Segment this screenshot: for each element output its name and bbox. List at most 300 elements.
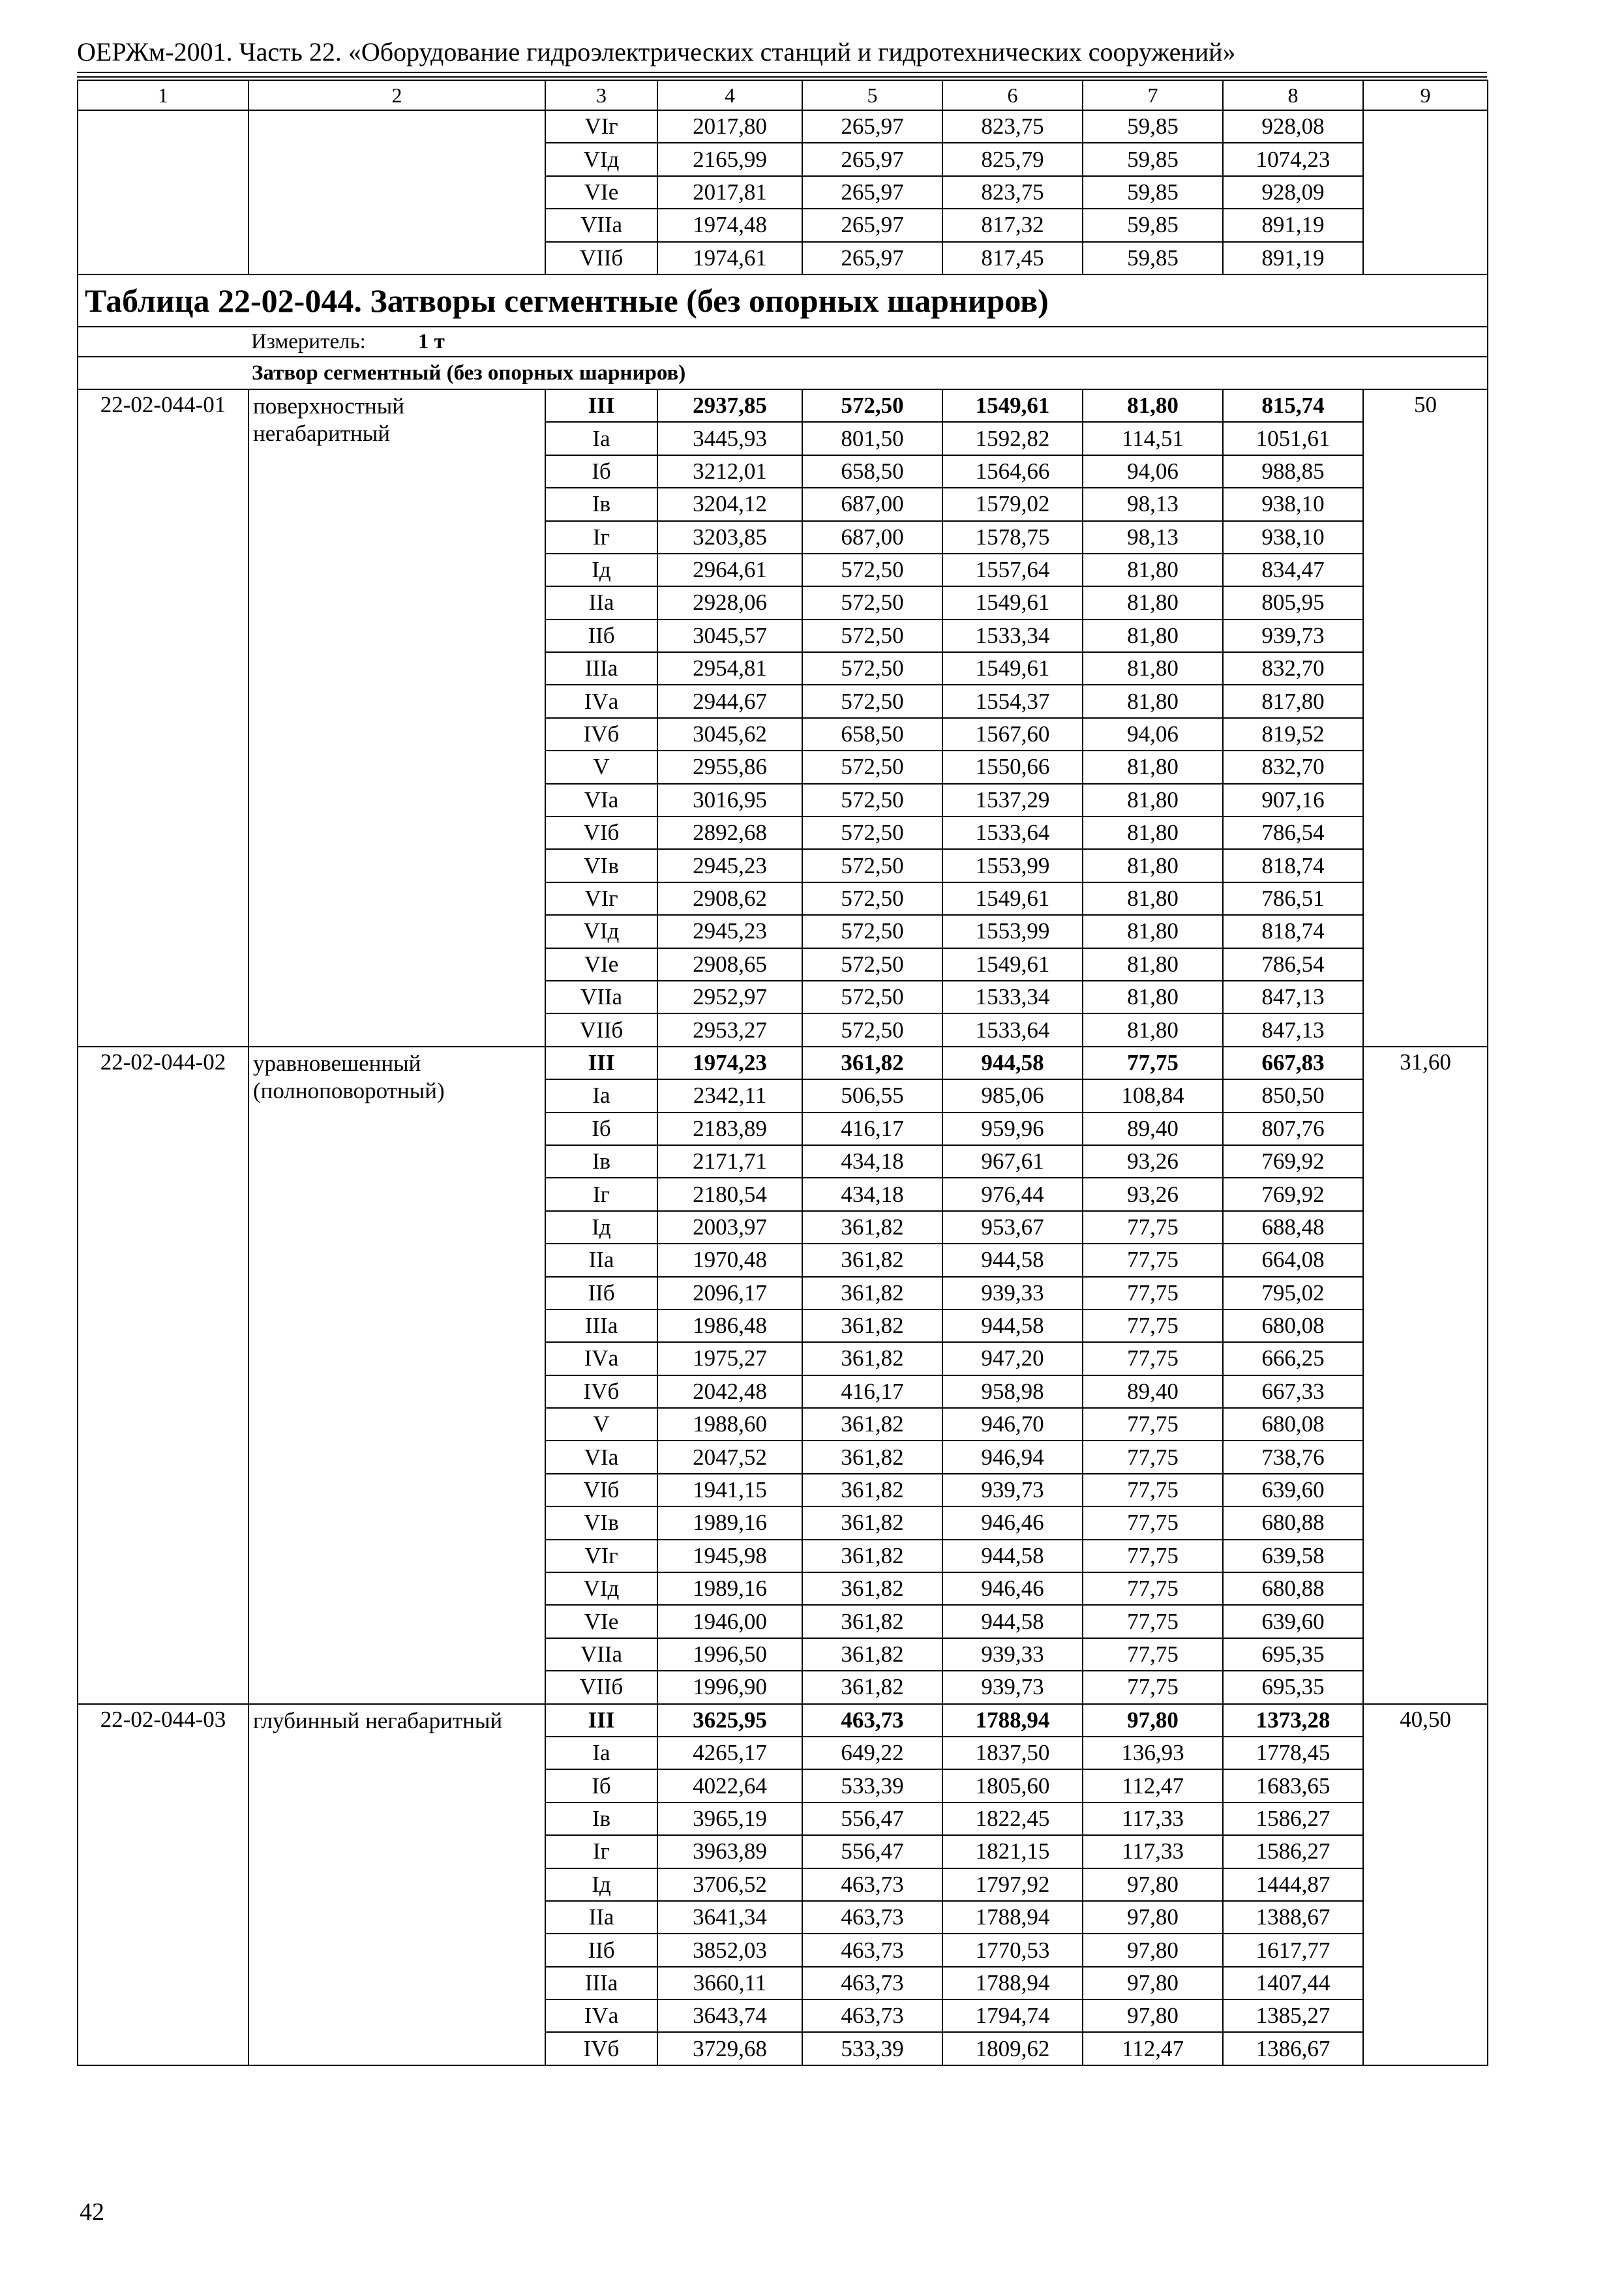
value-cell: 89,40 [1083, 1375, 1223, 1408]
value-cell: 1386,67 [1223, 2032, 1363, 2065]
value-cell: 939,73 [942, 1671, 1083, 1703]
value-cell: 77,75 [1083, 1671, 1223, 1703]
value-cell: 1975,27 [657, 1342, 802, 1375]
value-cell: 2945,23 [657, 849, 802, 882]
zone-cell: IIа [545, 1244, 657, 1276]
value-cell: 265,97 [802, 110, 942, 143]
value-cell: 361,82 [802, 1211, 942, 1244]
zone-cell: VIг [545, 1540, 657, 1572]
value-cell: 1074,23 [1223, 143, 1363, 175]
header-rule [77, 72, 1487, 73]
value-cell: 361,82 [802, 1540, 942, 1572]
value-cell: 533,39 [802, 1769, 942, 1802]
value-cell: 77,75 [1083, 1638, 1223, 1671]
table-title: Таблица 22-02-044. Затворы сегментные (без опорных шарниров) [78, 275, 1488, 327]
item-name: глубинный негабаритный [248, 1704, 545, 2065]
value-cell: 639,58 [1223, 1540, 1363, 1572]
value-cell: 819,52 [1223, 718, 1363, 751]
value-cell: 850,50 [1223, 1079, 1363, 1112]
value-cell: 666,25 [1223, 1342, 1363, 1375]
value-cell: 77,75 [1083, 1277, 1223, 1309]
value-cell: 938,10 [1223, 488, 1363, 520]
value-cell: 361,82 [802, 1638, 942, 1671]
zone-cell: Iв [545, 1145, 657, 1178]
value-cell: 2952,97 [657, 981, 802, 1013]
value-cell: 1797,92 [942, 1868, 1083, 1901]
value-cell: 463,73 [802, 1901, 942, 1934]
value-cell: 3625,95 [657, 1704, 802, 1737]
value-cell: 939,33 [942, 1638, 1083, 1671]
table-row [78, 110, 1488, 143]
value-cell: 958,98 [942, 1375, 1083, 1408]
value-cell: 795,02 [1223, 1277, 1363, 1309]
value-cell: 112,47 [1083, 2032, 1223, 2065]
column-number: 4 [657, 80, 802, 110]
value-cell: 1996,90 [657, 1671, 802, 1703]
value-cell: 944,58 [942, 1540, 1083, 1572]
value-cell: 463,73 [802, 1999, 942, 2032]
value-cell: 361,82 [802, 1506, 942, 1539]
value-cell: 1788,94 [942, 1704, 1083, 1737]
value-cell: 1837,50 [942, 1737, 1083, 1769]
zone-cell: IVб [545, 2032, 657, 2065]
value-cell: 3641,34 [657, 1901, 802, 1934]
value-cell: 361,82 [802, 1605, 942, 1638]
value-cell: 3643,74 [657, 1999, 802, 2032]
zone-cell: VIб [545, 1474, 657, 1506]
value-cell: 81,80 [1083, 652, 1223, 685]
value-cell: 2928,06 [657, 586, 802, 619]
value-cell: 1549,61 [942, 882, 1083, 915]
column-number: 1 [78, 80, 248, 110]
zone-cell: Iа [545, 1079, 657, 1112]
value-cell: 1553,99 [942, 849, 1083, 882]
zone-cell: VIа [545, 1441, 657, 1473]
value-cell: 572,50 [802, 849, 942, 882]
value-cell: 639,60 [1223, 1605, 1363, 1638]
value-cell: 786,51 [1223, 882, 1363, 915]
value-cell: 1533,64 [942, 816, 1083, 849]
value-cell: 506,55 [802, 1079, 942, 1112]
value-cell: 1578,75 [942, 521, 1083, 554]
value-cell: 98,13 [1083, 521, 1223, 554]
value-cell: 1444,87 [1223, 1868, 1363, 1901]
value-cell: 434,18 [802, 1145, 942, 1178]
zone-cell: VIг [545, 110, 657, 143]
value-cell: 556,47 [802, 1835, 942, 1868]
column-number: 5 [802, 80, 942, 110]
value-cell: 1794,74 [942, 1999, 1083, 2032]
value-cell: 1553,99 [942, 915, 1083, 948]
zone-cell: VIIб [545, 1671, 657, 1703]
value-cell: 572,50 [802, 816, 942, 849]
value-cell: 81,80 [1083, 685, 1223, 717]
value-cell: 77,75 [1083, 1474, 1223, 1506]
running-header: ОЕРЖм-2001. Часть 22. «Оборудование гидроэлектрических станций и гидротехнических сооружений» [77, 37, 1236, 67]
value-cell: 361,82 [802, 1342, 942, 1375]
value-cell: 2183,89 [657, 1113, 802, 1145]
value-cell: 817,32 [942, 209, 1083, 241]
item-rate: 40,50 [1363, 1704, 1488, 2065]
value-cell: 81,80 [1083, 1013, 1223, 1046]
value-cell: 81,80 [1083, 816, 1223, 849]
value-cell: 815,74 [1223, 389, 1363, 422]
value-cell: 680,08 [1223, 1408, 1363, 1441]
value-cell: 97,80 [1083, 1999, 1223, 2032]
value-cell: 1988,60 [657, 1408, 802, 1441]
value-cell: 639,60 [1223, 1474, 1363, 1506]
value-cell: 818,74 [1223, 849, 1363, 882]
value-cell: 891,19 [1223, 209, 1363, 241]
value-cell: 928,09 [1223, 176, 1363, 209]
value-cell: 81,80 [1083, 849, 1223, 882]
value-cell: 1533,64 [942, 1013, 1083, 1046]
value-cell: 817,80 [1223, 685, 1363, 717]
zone-cell: IIа [545, 1901, 657, 1934]
value-cell: 572,50 [802, 882, 942, 915]
value-cell: 3965,19 [657, 1803, 802, 1835]
value-cell: 77,75 [1083, 1605, 1223, 1638]
unit-cell [78, 327, 1488, 357]
value-cell: 97,80 [1083, 1868, 1223, 1901]
value-cell: 81,80 [1083, 784, 1223, 816]
value-cell: 946,46 [942, 1572, 1083, 1605]
zone-cell: Iд [545, 1211, 657, 1244]
zone-cell: IIб [545, 1277, 657, 1309]
value-cell: 59,85 [1083, 209, 1223, 241]
value-cell: 265,97 [802, 242, 942, 275]
zone-cell: VIа [545, 784, 657, 816]
value-cell: 1586,27 [1223, 1835, 1363, 1868]
value-cell: 738,76 [1223, 1441, 1363, 1473]
value-cell: 97,80 [1083, 1704, 1223, 1737]
value-cell: 1683,65 [1223, 1769, 1363, 1802]
value-cell: 807,76 [1223, 1113, 1363, 1145]
value-cell: 664,08 [1223, 1244, 1363, 1276]
value-cell: 907,16 [1223, 784, 1363, 816]
value-cell: 572,50 [802, 948, 942, 981]
value-cell: 2180,54 [657, 1178, 802, 1210]
value-cell: 988,85 [1223, 455, 1363, 488]
column-number: 3 [545, 80, 657, 110]
name-cell-empty [248, 110, 545, 275]
value-cell: 834,47 [1223, 554, 1363, 586]
value-cell: 3445,93 [657, 422, 802, 455]
value-cell: 3706,52 [657, 1868, 802, 1901]
value-cell: 2964,61 [657, 554, 802, 586]
value-cell: 1822,45 [942, 1803, 1083, 1835]
value-cell: 77,75 [1083, 1540, 1223, 1572]
table-subheading: Затвор сегментный (без опорных шарниров) [78, 357, 1488, 389]
value-cell: 1564,66 [942, 455, 1083, 488]
item-rate: 50 [1363, 389, 1488, 1047]
zone-cell: VIд [545, 915, 657, 948]
value-cell: 801,50 [802, 422, 942, 455]
value-cell: 1533,34 [942, 981, 1083, 1013]
value-cell: 1974,23 [657, 1047, 802, 1079]
rate-cell-empty [1363, 110, 1488, 275]
value-cell: 77,75 [1083, 1441, 1223, 1473]
value-cell: 946,94 [942, 1441, 1083, 1473]
zone-cell: Iб [545, 1113, 657, 1145]
value-cell: 572,50 [802, 586, 942, 619]
value-cell: 2908,62 [657, 882, 802, 915]
value-cell: 59,85 [1083, 110, 1223, 143]
item-code: 22-02-044-01 [78, 389, 248, 1047]
value-cell: 667,33 [1223, 1375, 1363, 1408]
zone-cell: VIе [545, 948, 657, 981]
zone-cell: VIв [545, 849, 657, 882]
value-cell: 98,13 [1083, 488, 1223, 520]
zone-cell: Iа [545, 1737, 657, 1769]
zone-cell: III [545, 389, 657, 422]
value-cell: 2945,23 [657, 915, 802, 948]
value-cell: 81,80 [1083, 554, 1223, 586]
value-cell: 817,45 [942, 242, 1083, 275]
value-cell: 1549,61 [942, 652, 1083, 685]
value-cell: 946,70 [942, 1408, 1083, 1441]
column-number: 6 [942, 80, 1083, 110]
value-cell: 1989,16 [657, 1572, 802, 1605]
value-cell: 2017,80 [657, 110, 802, 143]
table-row [78, 1047, 1488, 1079]
value-cell: 361,82 [802, 1572, 942, 1605]
value-cell: 572,50 [802, 554, 942, 586]
item-name: уравновешенный (полноповоротный) [248, 1047, 545, 1704]
value-cell: 361,82 [802, 1408, 942, 1441]
zone-cell: IVб [545, 1375, 657, 1408]
value-cell: 1996,50 [657, 1638, 802, 1671]
value-cell: 77,75 [1083, 1572, 1223, 1605]
value-cell: 572,50 [802, 751, 942, 783]
value-cell: 572,50 [802, 981, 942, 1013]
value-cell: 1617,77 [1223, 1934, 1363, 1966]
value-cell: 1770,53 [942, 1934, 1083, 1966]
value-cell: 81,80 [1083, 981, 1223, 1013]
zone-cell: Iб [545, 1769, 657, 1802]
value-cell: 463,73 [802, 1868, 942, 1901]
value-cell: 59,85 [1083, 242, 1223, 275]
value-cell: 4022,64 [657, 1769, 802, 1802]
value-cell: 265,97 [802, 176, 942, 209]
value-cell: 658,50 [802, 455, 942, 488]
value-cell: 847,13 [1223, 1013, 1363, 1046]
value-cell: 2017,81 [657, 176, 802, 209]
value-cell: 832,70 [1223, 652, 1363, 685]
value-cell: 2908,65 [657, 948, 802, 981]
value-cell: 967,61 [942, 1145, 1083, 1178]
table-title-row [78, 275, 1488, 327]
value-cell: 3204,12 [657, 488, 802, 520]
value-cell: 81,80 [1083, 586, 1223, 619]
zone-cell: VIд [545, 143, 657, 175]
value-cell: 1579,02 [942, 488, 1083, 520]
item-code: 22-02-044-02 [78, 1047, 248, 1704]
value-cell: 976,44 [942, 1178, 1083, 1210]
value-cell: 81,80 [1083, 948, 1223, 981]
value-cell: 416,17 [802, 1375, 942, 1408]
value-cell: 1567,60 [942, 718, 1083, 751]
zone-cell: Iб [545, 455, 657, 488]
column-number: 8 [1223, 80, 1363, 110]
value-cell: 1586,27 [1223, 1803, 1363, 1835]
value-cell: 3852,03 [657, 1934, 802, 1966]
value-cell: 939,73 [1223, 620, 1363, 652]
zone-cell: III [545, 1047, 657, 1079]
value-cell: 81,80 [1083, 389, 1223, 422]
value-cell: 2003,97 [657, 1211, 802, 1244]
zone-cell: V [545, 1408, 657, 1441]
value-cell: 572,50 [802, 1013, 942, 1046]
value-cell: 891,19 [1223, 242, 1363, 275]
zone-cell: VIIа [545, 981, 657, 1013]
value-cell: 572,50 [802, 620, 942, 652]
value-cell: 1533,34 [942, 620, 1083, 652]
value-cell: 658,50 [802, 718, 942, 751]
value-cell: 1549,61 [942, 389, 1083, 422]
value-cell: 361,82 [802, 1671, 942, 1703]
value-cell: 695,35 [1223, 1671, 1363, 1703]
unit-label: Измеритель: [251, 329, 366, 353]
value-cell: 2047,52 [657, 1441, 802, 1473]
zone-cell: Iг [545, 1178, 657, 1210]
zone-cell: VIд [545, 1572, 657, 1605]
zone-cell: VIг [545, 882, 657, 915]
value-cell: 93,26 [1083, 1145, 1223, 1178]
column-number: 2 [248, 80, 545, 110]
unit-row [78, 327, 1488, 357]
value-cell: 81,80 [1083, 620, 1223, 652]
value-cell: 944,58 [942, 1244, 1083, 1276]
value-cell: 2165,99 [657, 143, 802, 175]
value-cell: 825,79 [942, 143, 1083, 175]
value-cell: 93,26 [1083, 1178, 1223, 1210]
value-cell: 1821,15 [942, 1835, 1083, 1868]
value-cell: 1941,15 [657, 1474, 802, 1506]
zone-cell: IIIа [545, 652, 657, 685]
value-cell: 136,93 [1083, 1737, 1223, 1769]
zone-cell: III [545, 1704, 657, 1737]
zone-cell: Iд [545, 554, 657, 586]
value-cell: 2953,27 [657, 1013, 802, 1046]
zone-cell: VIе [545, 176, 657, 209]
value-cell: 2944,67 [657, 685, 802, 717]
value-cell: 361,82 [802, 1441, 942, 1473]
value-cell: 463,73 [802, 1967, 942, 1999]
zone-cell: IIIа [545, 1309, 657, 1342]
zone-cell: VIе [545, 1605, 657, 1638]
code-cell-empty [78, 110, 248, 275]
item-code: 22-02-044-03 [78, 1704, 248, 2065]
value-cell: 649,22 [802, 1737, 942, 1769]
value-cell: 1986,48 [657, 1309, 802, 1342]
value-cell: 77,75 [1083, 1309, 1223, 1342]
value-cell: 769,92 [1223, 1145, 1363, 1178]
value-cell: 572,50 [802, 652, 942, 685]
value-cell: 81,80 [1083, 751, 1223, 783]
value-cell: 680,88 [1223, 1506, 1363, 1539]
value-cell: 556,47 [802, 1803, 942, 1835]
value-cell: 786,54 [1223, 948, 1363, 981]
value-cell: 946,46 [942, 1506, 1083, 1539]
value-cell: 1557,64 [942, 554, 1083, 586]
table-row [78, 1704, 1488, 1737]
value-cell: 463,73 [802, 1704, 942, 1737]
value-cell: 667,83 [1223, 1047, 1363, 1079]
zone-cell: Iг [545, 1835, 657, 1868]
value-cell: 1385,27 [1223, 1999, 1363, 2032]
column-number-row [78, 80, 1488, 110]
value-cell: 687,00 [802, 488, 942, 520]
value-cell: 572,50 [802, 685, 942, 717]
value-cell: 77,75 [1083, 1342, 1223, 1375]
value-cell: 108,84 [1083, 1079, 1223, 1112]
zone-cell: IVа [545, 685, 657, 717]
value-cell: 1549,61 [942, 948, 1083, 981]
value-cell: 1537,29 [942, 784, 1083, 816]
value-cell: 832,70 [1223, 751, 1363, 783]
value-cell: 2171,71 [657, 1145, 802, 1178]
zone-cell: Iд [545, 1868, 657, 1901]
value-cell: 959,96 [942, 1113, 1083, 1145]
value-cell: 94,06 [1083, 718, 1223, 751]
item-rate: 31,60 [1363, 1047, 1488, 1704]
zone-cell: IVа [545, 1342, 657, 1375]
value-cell: 1788,94 [942, 1967, 1083, 1999]
value-cell: 1407,44 [1223, 1967, 1363, 1999]
value-cell: 3660,11 [657, 1967, 802, 1999]
value-cell: 939,33 [942, 1277, 1083, 1309]
value-cell: 572,50 [802, 784, 942, 816]
value-cell: 1778,45 [1223, 1737, 1363, 1769]
zone-cell: Iа [545, 422, 657, 455]
value-cell: 680,08 [1223, 1309, 1363, 1342]
value-cell: 361,82 [802, 1047, 942, 1079]
zone-cell: Iг [545, 521, 657, 554]
value-cell: 572,50 [802, 915, 942, 948]
value-cell: 944,58 [942, 1605, 1083, 1638]
value-cell: 117,33 [1083, 1803, 1223, 1835]
value-cell: 1373,28 [1223, 1704, 1363, 1737]
value-cell: 786,54 [1223, 816, 1363, 849]
column-number: 9 [1363, 80, 1488, 110]
zone-cell: Iв [545, 488, 657, 520]
value-cell: 89,40 [1083, 1113, 1223, 1145]
zone-cell: VIIа [545, 1638, 657, 1671]
value-cell: 1946,00 [657, 1605, 802, 1638]
value-cell: 2892,68 [657, 816, 802, 849]
value-cell: 3016,95 [657, 784, 802, 816]
value-cell: 1970,48 [657, 1244, 802, 1276]
zone-cell: VIIб [545, 1013, 657, 1046]
zone-cell: IVа [545, 1999, 657, 2032]
value-cell: 112,47 [1083, 1769, 1223, 1802]
value-cell: 805,95 [1223, 586, 1363, 619]
value-cell: 434,18 [802, 1178, 942, 1210]
value-cell: 823,75 [942, 110, 1083, 143]
zone-cell: V [545, 751, 657, 783]
value-cell: 847,13 [1223, 981, 1363, 1013]
zone-cell: IIб [545, 1934, 657, 1966]
value-cell: 953,67 [942, 1211, 1083, 1244]
value-cell: 1051,61 [1223, 422, 1363, 455]
value-cell: 695,35 [1223, 1638, 1363, 1671]
page-number: 42 [80, 2198, 104, 2226]
value-cell: 416,17 [802, 1113, 942, 1145]
value-cell: 59,85 [1083, 176, 1223, 209]
value-cell: 533,39 [802, 2032, 942, 2065]
value-cell: 1809,62 [942, 2032, 1083, 2065]
